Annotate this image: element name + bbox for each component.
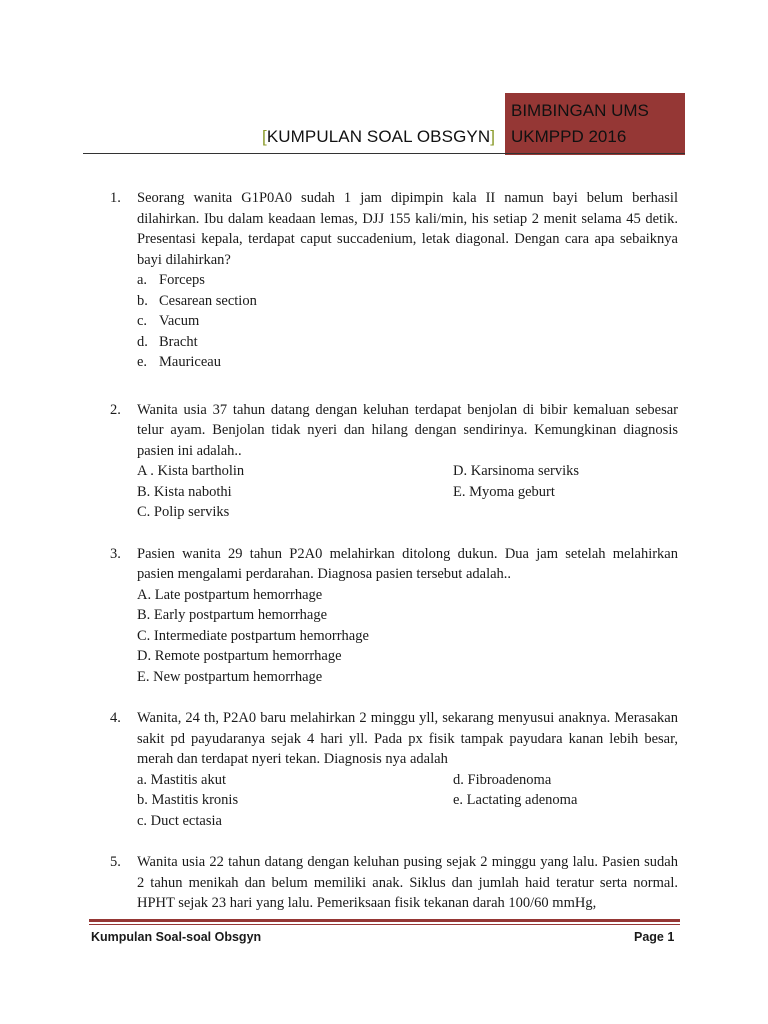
footer-title: Kumpulan Soal-soal Obsgyn bbox=[91, 930, 262, 944]
option-text: Cesarean section bbox=[159, 292, 257, 309]
option-letter: b. bbox=[137, 292, 148, 309]
footer-divider-thick bbox=[89, 919, 680, 922]
footer-divider-thin bbox=[89, 924, 680, 925]
question-text: Wanita, 24 th, P2A0 baru melahirkan 2 minggu yll, sekarang menyusui anaknya. Merasakan sakit pd payudaranya sejak 4 hari yll. Pada px fisik tampak payudara kanan lebih besar, merah dan terdapat nyeri tekan. Diagnosis nya adalah bbox=[137, 710, 678, 767]
option-d bbox=[137, 332, 678, 353]
option-letter: c. bbox=[137, 313, 148, 329]
question-5 bbox=[110, 852, 678, 914]
option-c bbox=[137, 311, 678, 332]
option-letter: a. bbox=[137, 272, 148, 288]
option-letter: d. bbox=[137, 333, 148, 350]
question-number: 4. bbox=[110, 710, 121, 726]
option-a: A. Late postpartum hemorrhage bbox=[137, 586, 323, 603]
question-number: 1. bbox=[110, 190, 121, 206]
option-list bbox=[137, 585, 678, 688]
header-box-line2: UKMPPD 2016 bbox=[511, 127, 627, 146]
bracket-close: ] bbox=[490, 127, 496, 146]
option-c: C. Intermediate postpartum hemorrhage bbox=[137, 627, 369, 644]
header-title-text: KUMPULAN SOAL OBSGYN bbox=[266, 127, 491, 146]
option-b bbox=[137, 291, 678, 312]
option-e bbox=[137, 352, 678, 373]
question-1 bbox=[110, 188, 678, 373]
option-b: B. Kista nabothi bbox=[137, 483, 232, 500]
option-letter: e. bbox=[137, 354, 148, 370]
option-c: c. Duct ectasia bbox=[137, 812, 222, 829]
option-e: E. New postpartum hemorrhage bbox=[137, 668, 323, 685]
option-text: Mauriceau bbox=[159, 354, 221, 370]
question-3 bbox=[110, 544, 678, 688]
option-text: Forceps bbox=[159, 272, 205, 288]
option-e: E. Myoma geburt bbox=[453, 483, 555, 500]
option-grid bbox=[137, 461, 678, 523]
option-c: C. Polip serviks bbox=[137, 504, 230, 520]
option-list bbox=[137, 270, 678, 373]
option-text: Bracht bbox=[159, 333, 198, 350]
question-text: Wanita usia 22 tahun datang dengan keluhan pusing sejak 2 minggu yang lalu. Pasien sudah 2 tahun menikah dan belum memiliki anak. Siklus dan jumlah haid teratur serta normal. HPHT sejak 23 hari yang lalu. Pemeriksaan fisik tekanan darah 100/60 mmHg, bbox=[137, 854, 678, 911]
question-number: 5. bbox=[110, 854, 121, 870]
question-text: Pasien wanita 29 tahun P2A0 melahirkan ditolong dukun. Dua jam setelah melahirkan pasien mengalami perdarahan. Diagnosa pasien tersebut adalah.. bbox=[137, 545, 678, 582]
question-2 bbox=[110, 400, 678, 523]
option-grid bbox=[137, 770, 678, 832]
header-box-line1: BIMBINGAN UMS bbox=[511, 101, 649, 120]
option-a: A . Kista bartholin bbox=[137, 463, 245, 479]
option-a: a. Mastitis akut bbox=[137, 771, 227, 788]
option-a bbox=[137, 270, 678, 291]
bracket-open: [ bbox=[262, 127, 267, 146]
question-text: Wanita usia 37 tahun datang dengan keluhan terdapat benjolan di bibir kemaluan sebesar telur ayam. Benjolan tidak nyeri dan hilang dengan sendirinya. Kemungkinan diagnosis pasien ini adalah.. bbox=[137, 401, 678, 459]
option-b: b. Mastitis kronis bbox=[137, 792, 239, 808]
option-d: D. Remote postpartum hemorrhage bbox=[137, 648, 342, 664]
question-4 bbox=[110, 708, 678, 831]
option-d: d. Fibroadenoma bbox=[453, 771, 552, 788]
option-text: Vacum bbox=[159, 313, 200, 329]
question-number: 2. bbox=[110, 401, 121, 418]
question-number: 3. bbox=[110, 545, 121, 562]
page-number: Page 1 bbox=[634, 930, 675, 944]
question-list bbox=[110, 188, 678, 914]
question-text: Seorang wanita G1P0A0 sudah 1 jam dipimpin kala II namun bayi belum berhasil dilahirkan. Ibu dalam keadaan lemas, DJJ 155 kali/min, his setiap 2 menit selama 45 detik. Presentasi kepala, terdapat caput succadenium, letak diagonal. Dengan cara apa sebaiknya bayi dilahirkan? bbox=[137, 190, 678, 268]
option-d: D. Karsinoma serviks bbox=[453, 463, 580, 479]
option-e: e. Lactating adenoma bbox=[453, 792, 578, 808]
option-b: B. Early postpartum hemorrhage bbox=[137, 607, 328, 623]
